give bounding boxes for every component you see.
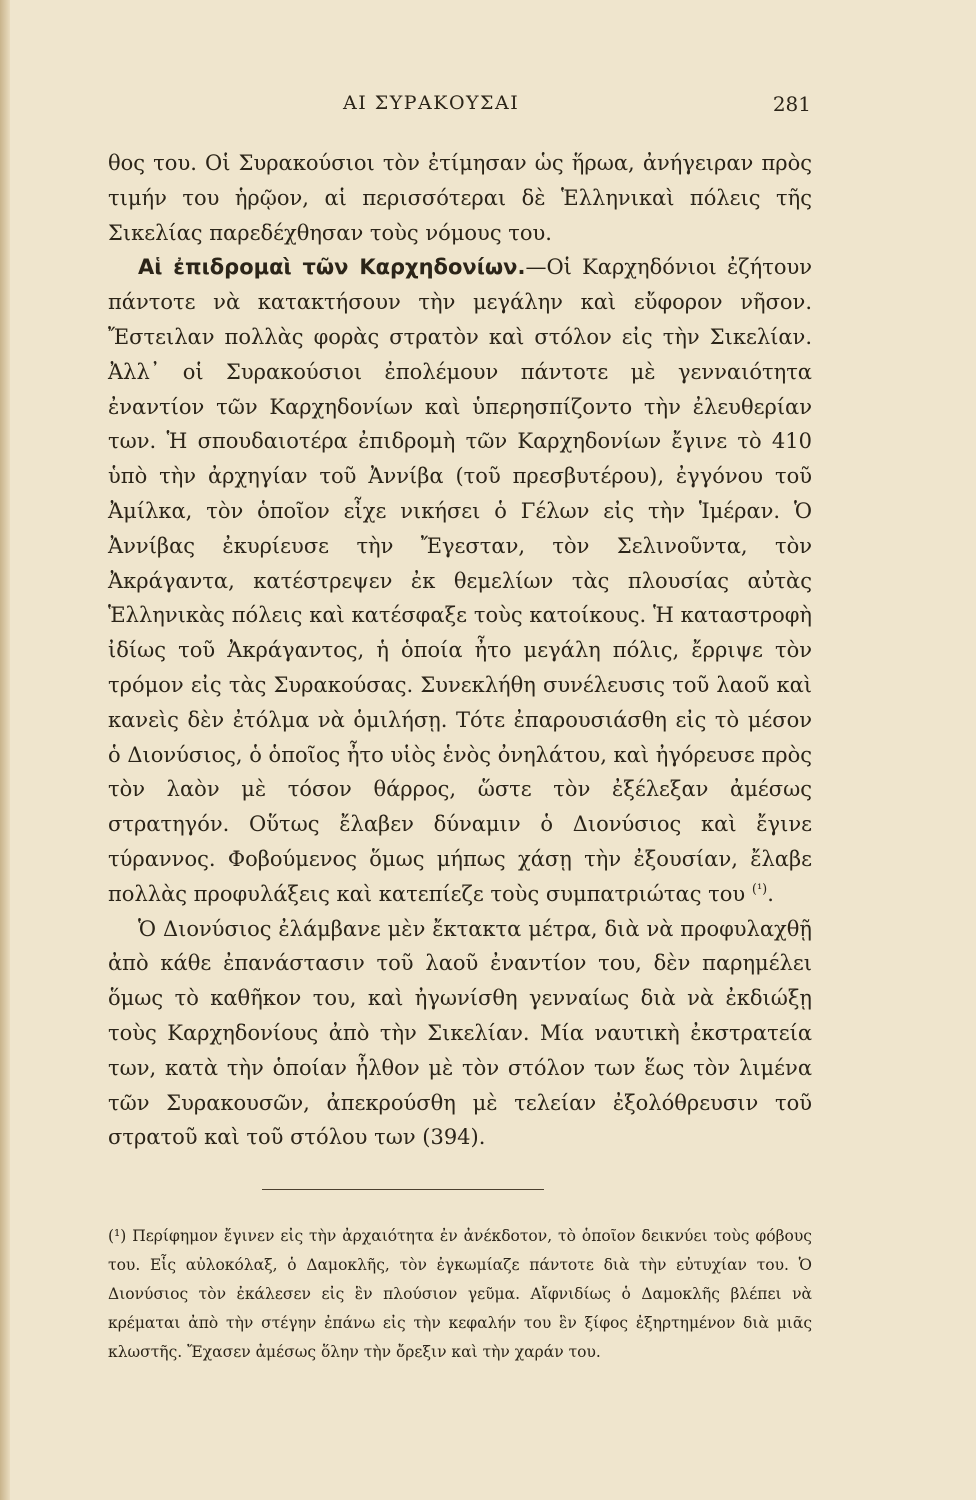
footnote-marker: (¹) [108, 1227, 127, 1245]
page-header [103, 92, 811, 128]
footnote-text: Περίφημον ἔγινεν εἰς τὴν ἀρχαιότητα ἐν ἀνέκδοτον, τὸ ὁποῖον δεικνύει τοὺς φόβους του. Εἷς αὐλοκόλαξ, ὁ Δαμοκλῆς, τὸν ἐγκωμίαζε πάντοτε διὰ τὴν εὐτυχίαν του. Ὁ Διονύσιος τὸν ἐκάλεσεν εἰς ἓν πλούσιον γεῦμα. Αἴφνιδίως ὁ Δαμοκλῆς βλέπει νὰ κρέμαται ἀπὸ τὴν στέγην ἐπάνω εἰς τὴν κεφαλήν του ἓν ξίφος ἐξηρτημένον διὰ μιᾶς κλωστῆς. Ἔχασεν ἀμέσως ὅλην τὴν ὄρεξιν καὶ τὴν χαράν του. [108, 1227, 812, 1361]
body-text [108, 146, 812, 1155]
paragraph-2 [108, 250, 812, 911]
running-title: ΑΙ ΣΥΡΑΚΟΥΣΑΙ [343, 92, 520, 114]
footnote [108, 1222, 812, 1367]
paragraph-1: θος του. Οἱ Συρακούσιοι τὸν ἐτίμησαν ὡς ἥρωα, ἀνήγειραν πρὸς τιμήν του ἡρῷον, αἱ περισσότεραι δὲ Ἑλληνικαὶ πόλεις τῆς Σικελίας παρεδέχθησαν τοὺς νόμους του. [108, 151, 812, 245]
footnote-reference[interactable]: (¹) [751, 881, 768, 897]
page-edge [0, 0, 10, 1500]
page-number: 281 [772, 92, 811, 116]
paragraph-2-text: —Οἱ Καρχηδόνιοι ἐζήτουν πάντοτε νὰ κατακτήσουν τὴν μεγάλην καὶ εὔφορον νῆσον. Ἔστειλαν πολλὰς φορὰς στρατὸν καὶ στόλον εἰς τὴν Σικελίαν. Ἀλλ᾽ οἱ Συρακούσιοι ἐπολέμουν πάντοτε μὲ γενναιότητα ἐναντίον τῶν Καρχηδονίων καὶ ὑπερησπίζοντο τὴν ἐλευθερίαν των. Ἡ σπουδαιοτέρα ἐπιδρομὴ τῶν Καρχηδονίων ἔγινε τὸ 410 ὑπὸ τὴν ἀρχηγίαν τοῦ Ἀννίβα (τοῦ πρεσβυτέρου), ἐγγόνου τοῦ Ἀμίλκα, τὸν ὁποῖον εἶχε νικήσει ὁ Γέλων εἰς τὴν Ἱμέραν. Ὁ Ἀννίβας ἐκυρίευσε τὴν Ἔγεσταν, τὸν Σελινοῦντα, τὸν Ἀκράγαντα, κατέστρεψεν ἐκ θεμελίων τὰς πλουσίας αὐτὰς Ἑλληνικὰς πόλεις καὶ κατέσφαξε τοὺς κατοίκους. Ἡ καταστροφὴ ἰδίως τοῦ Ἀκράγαντος, ἡ ὁποία ἦτο μεγάλη πόλις, ἔρριψε τὸν τρόμον εἰς τὰς Συρακούσας. Συνεκλήθη συνέλευσις τοῦ λαοῦ καὶ κανεὶς δὲν ἐτόλμα νὰ ὁμιλήσῃ. Τότε ἐπαρουσιάσθη εἰς τὸ μέσον ὁ Διονύσιος, ὁ ὁποῖος ἦτο υἱὸς ἑνὸς ὀνηλάτου, καὶ ἠγόρευσε πρὸς τὸν λαὸν μὲ τόσον θάρρος, ὥστε τὸν ἐξέλεξαν ἀμέσως στρατηγόν. Οὕτως ἔλαβεν δύναμιν ὁ Διονύσιος καὶ ἔγινε τύραννος. Φοβούμενος ὅμως μήπως χάσῃ τὴν ἐξουσίαν, ἔλαβε πολλὰς προφυλάξεις καὶ κατεπίεζε τοὺς συμπατριώτας του [108, 255, 812, 906]
paragraph-2-end: . [767, 881, 774, 906]
section-heading: Αἱ ἐπιδρομαὶ τῶν Καρχηδονίων. [138, 255, 526, 280]
paragraph-3: Ὁ Διονύσιος ἐλάμβανε μὲν ἔκτακτα μέτρα, διὰ νὰ προφυλαχθῇ ἀπὸ κάθε ἐπανάστασιν τοῦ λαοῦ ἐναντίον του, δὲν παρημέλει ὅμως τὸ καθῆκον του, καὶ ἠγωνίσθη γενναίως διὰ νὰ ἐκδιώξῃ τοὺς Καρχηδονίους ἀπὸ τὴν Σικελίαν. Μία ναυτικὴ ἐκστρατεία των, κατὰ τὴν ὁποίαν ἦλθον μὲ τὸν στόλον των ἕως τὸν λιμένα τῶν Συρακουσῶν, ἀπεκρούσθη μὲ τελείαν ἐξολόθρευσιν τοῦ στρατοῦ καὶ τοῦ στόλου των (394). [108, 916, 812, 1150]
footnote-divider [262, 1189, 544, 1190]
